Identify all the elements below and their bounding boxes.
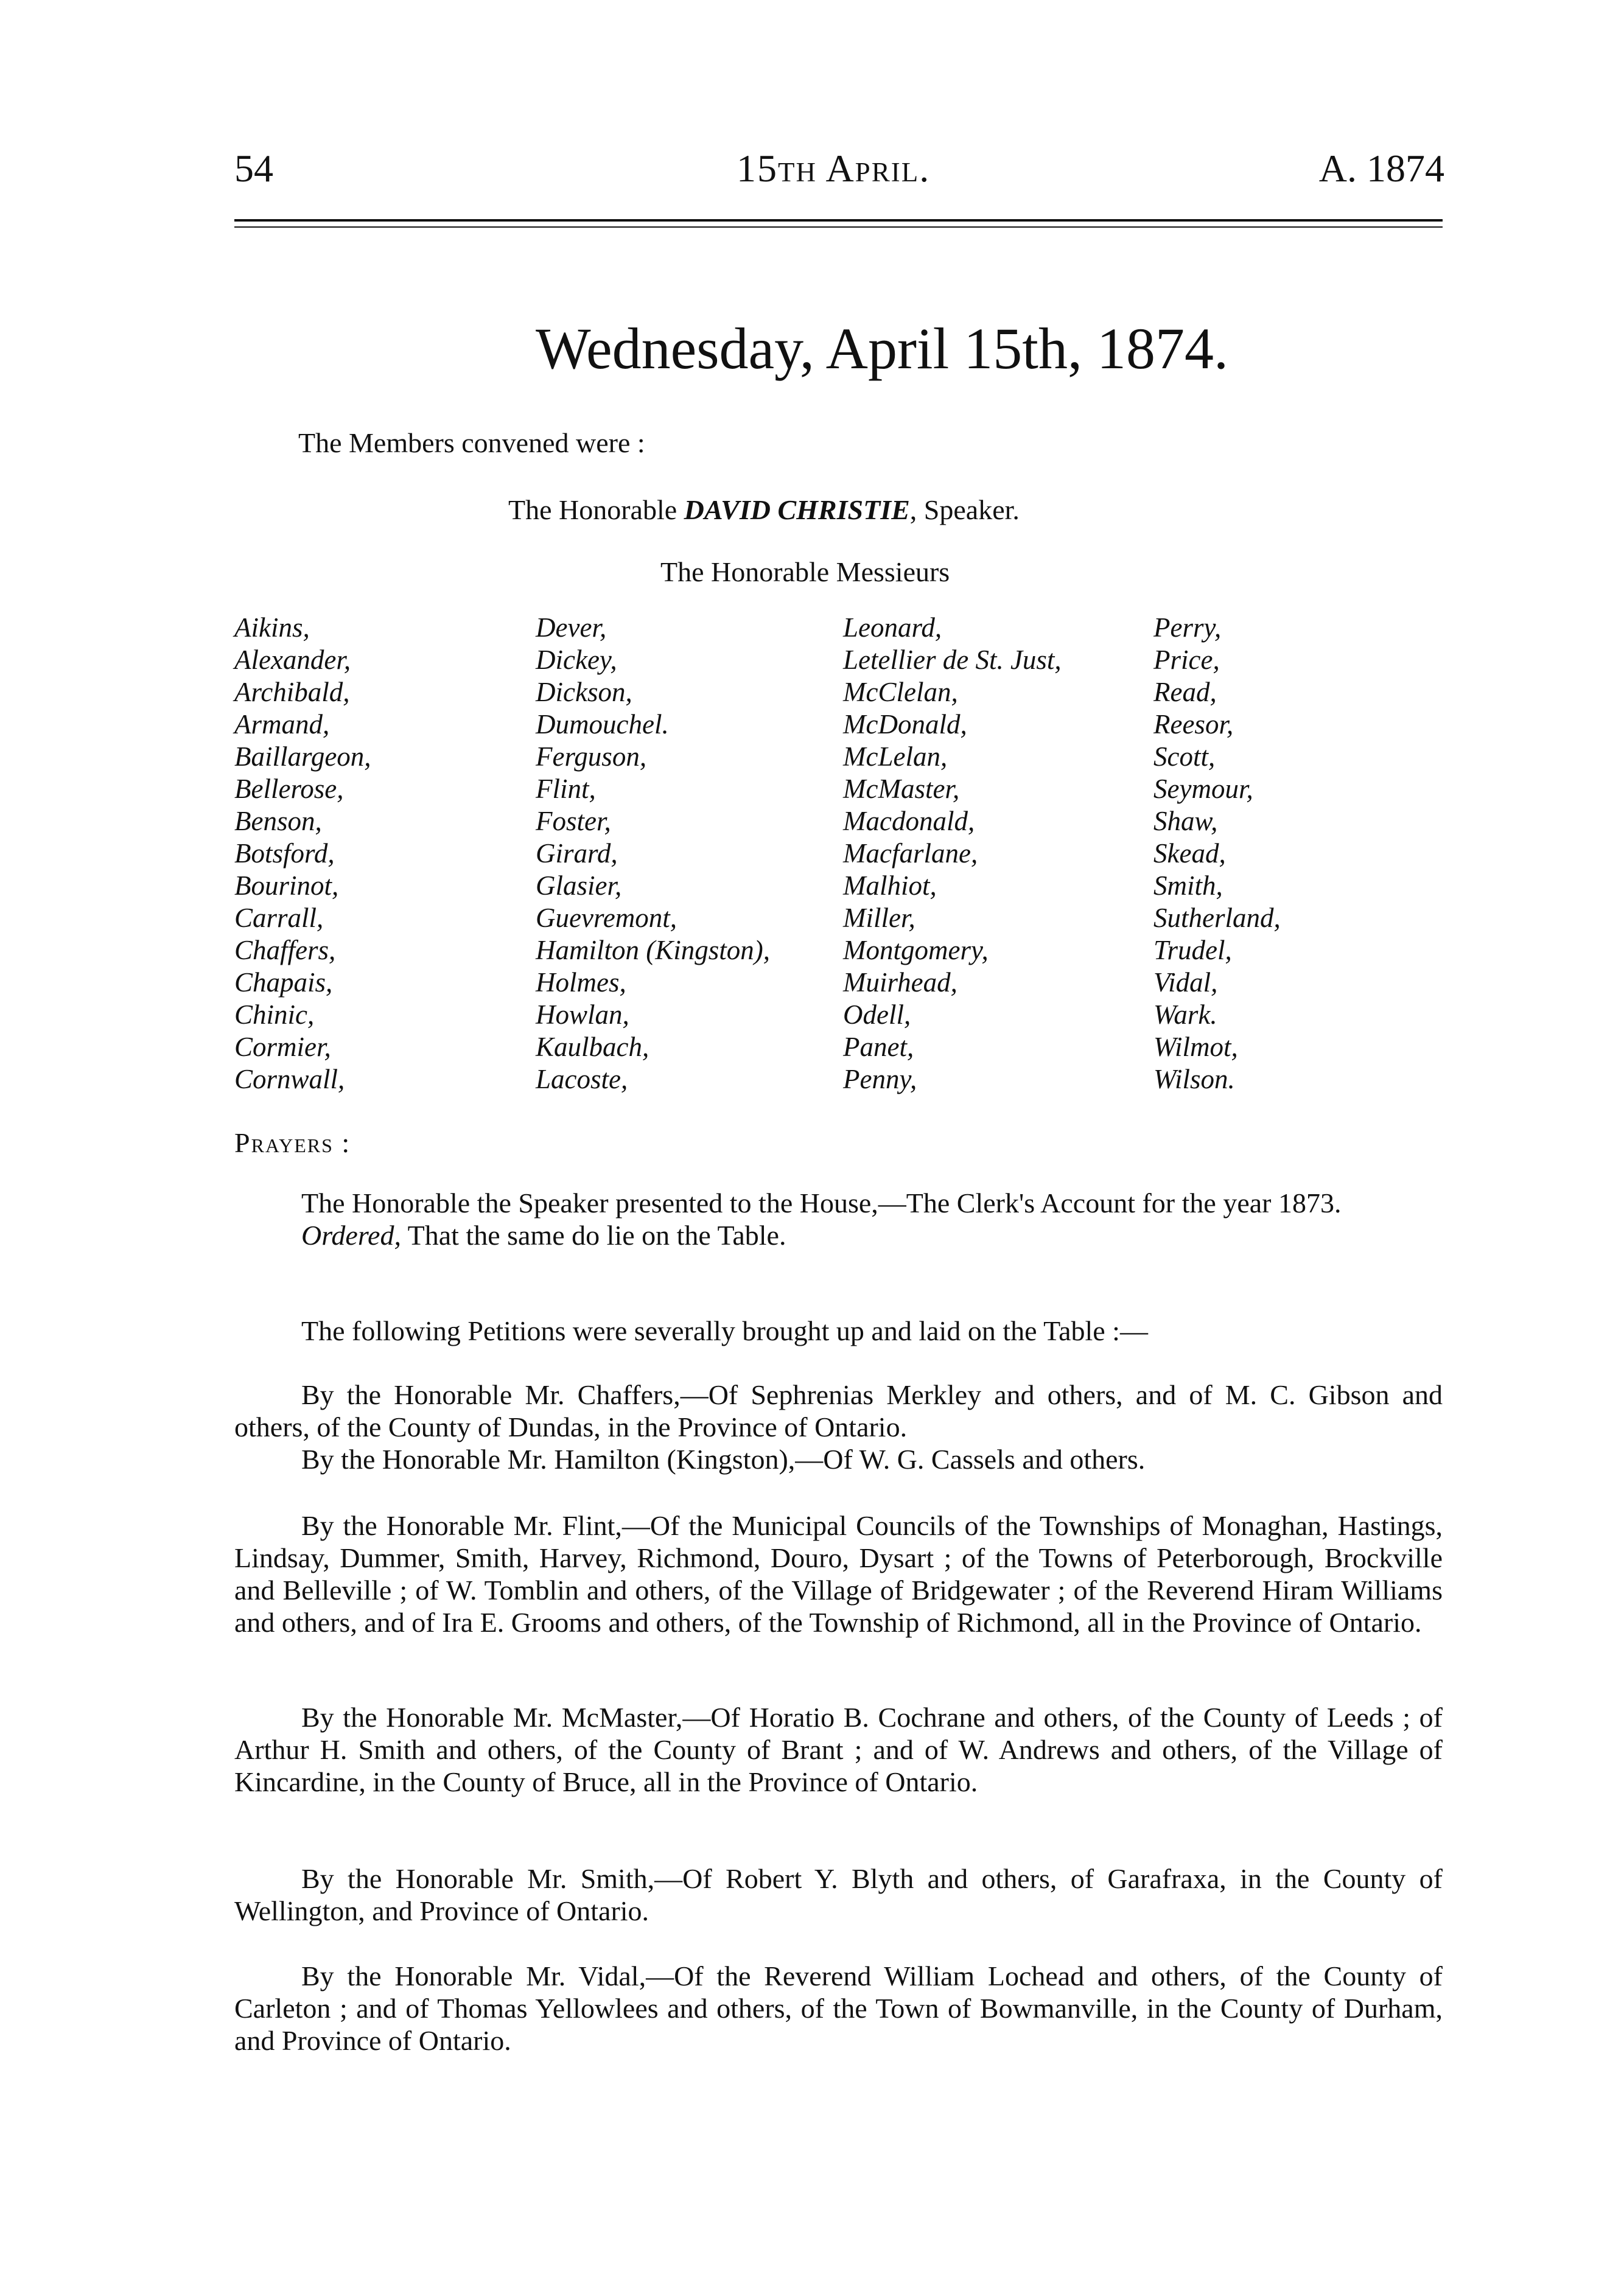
member-name: McMaster, (843, 774, 960, 804)
header-rule-thick (234, 219, 1443, 222)
member-name: Cormier, (234, 1032, 331, 1062)
member-name: Leonard, (843, 612, 942, 643)
member-name: Baillargeon, (234, 741, 371, 772)
speaker-line (508, 493, 1020, 526)
member-name: Foster, (536, 806, 611, 836)
clerk-account-text: The Honorable the Speaker presented to the House,—The Clerk's Account for the year 1873. (301, 1187, 1342, 1219)
member-name: Perry, (1153, 612, 1222, 643)
petition-mcmaster (234, 1701, 1443, 1798)
member-name: Holmes, (536, 967, 626, 998)
member-name: Hamilton (Kingston), (536, 935, 771, 965)
members-column-1 (234, 612, 371, 1096)
page-title: Wednesday, April 15th, 1874. (536, 316, 1228, 381)
member-name: Wilson. (1153, 1064, 1235, 1094)
member-name: Read, (1153, 677, 1217, 707)
petition-hamilton-text: By the Honorable Mr. Hamilton (Kingston),—Of W. G. Cassels and others. (301, 1444, 1146, 1475)
member-name: Botsford, (234, 838, 335, 869)
member-name: Kaulbach, (536, 1032, 649, 1062)
member-name: Alexander, (234, 645, 351, 675)
member-name: McClelan, (843, 677, 958, 707)
member-name: Montgomery, (843, 935, 989, 965)
ordered-line (234, 1219, 1443, 1251)
member-name: Dickson, (536, 677, 632, 707)
member-name: Flint, (536, 774, 596, 804)
petition-flint (234, 1509, 1443, 1638)
member-name: Macdonald, (843, 806, 975, 836)
header-rule-thin (234, 226, 1443, 228)
member-name: Odell, (843, 999, 911, 1030)
speaker-prefix: The Honorable (508, 494, 677, 525)
member-name: Muirhead, (843, 967, 957, 998)
petition-flint-text: By the Honorable Mr. Flint,—Of the Municipal Councils of the Townships of Monaghan, Hastings, Lindsay, Dummer, Smith, Harvey, Richmond, Douro, Dysart ; of the Towns of Peterborough, Brockville and Belleville ; of W. Tomblin and others, of the Village of Bridgewater ; of the Reverend Hiram Williams and others, and of Ira E. Grooms and others, of the Township of Richmond, all in the Province of Ontario. (234, 1510, 1443, 1638)
member-name: Reesor, (1153, 709, 1234, 740)
member-name: Dever, (536, 612, 607, 643)
ordered-text: That the same do lie on the Table. (401, 1220, 786, 1251)
member-name: Smith, (1153, 870, 1223, 901)
member-name: Sutherland, (1153, 903, 1281, 933)
member-name: Miller, (843, 903, 915, 933)
prayers-heading: Prayers : (234, 1127, 351, 1158)
member-name: Letellier de St. Just, (843, 645, 1062, 675)
member-name: Carrall, (234, 903, 324, 933)
member-name: Panet, (843, 1032, 914, 1062)
member-name: Lacoste, (536, 1064, 628, 1094)
petition-chaffers-text: By the Honorable Mr. Chaffers,—Of Sephrenias Merkley and others, and of M. C. Gibson and others, of the County of Dundas, in the Province of Ontario. (234, 1379, 1443, 1442)
member-name: Scott, (1153, 741, 1216, 772)
member-name: Glasier, (536, 870, 622, 901)
messieurs-heading: The Honorable Messieurs (660, 556, 950, 587)
petition-smith-text: By the Honorable Mr. Smith,—Of Robert Y. Blyth and others, of Garafraxa, in the County of Wellington, and Province of Ontario. (234, 1863, 1443, 1926)
member-name: Wilmot, (1153, 1032, 1238, 1062)
member-name: McDonald, (843, 709, 967, 740)
page-number: 54 (234, 147, 273, 190)
member-name: Seymour, (1153, 774, 1253, 804)
member-name: Guevremont, (536, 903, 677, 933)
member-name: Dickey, (536, 645, 617, 675)
member-name: Dumouchel. (536, 709, 669, 740)
member-name: Chaffers, (234, 935, 336, 965)
member-name: Shaw, (1153, 806, 1218, 836)
member-name: Penny, (843, 1064, 917, 1094)
petition-chaffers (234, 1379, 1443, 1475)
speaker-name: DAVID CHRISTIE (684, 494, 910, 525)
ordered-label: Ordered, (301, 1220, 401, 1251)
petition-vidal-text: By the Honorable Mr. Vidal,—Of the Reverend William Lochead and others, of the County of Carleton ; and of Thomas Yellowlees and others, of the Town of Bowmanville, in the County of Durham, and Province of Ontario. (234, 1960, 1443, 2056)
members-column-4 (1153, 612, 1281, 1096)
member-name: Bellerose, (234, 774, 344, 804)
members-column-3 (843, 612, 1062, 1096)
member-name: Benson, (234, 806, 322, 836)
member-name: Wark. (1153, 999, 1217, 1030)
member-name: Ferguson, (536, 741, 647, 772)
member-name: Howlan, (536, 999, 629, 1030)
member-name: Bourinot, (234, 870, 339, 901)
petition-vidal (234, 1960, 1443, 2057)
member-name: Vidal, (1153, 967, 1218, 998)
member-name: Chapais, (234, 967, 333, 998)
petitions-intro (234, 1315, 1443, 1347)
petitions-intro-text: The following Petitions were severally brought up and laid on the Table :— (301, 1315, 1148, 1346)
member-name: Archibald, (234, 677, 350, 707)
clerk-account-paragraph (234, 1187, 1443, 1251)
member-name: Trudel, (1153, 935, 1232, 965)
members-convened: The Members convened were : (298, 427, 645, 458)
member-name: Price, (1153, 645, 1220, 675)
running-header-year: A. 1874 (1318, 147, 1444, 190)
member-name: Armand, (234, 709, 330, 740)
member-name: Skead, (1153, 838, 1226, 869)
member-name: McLelan, (843, 741, 948, 772)
speaker-suffix: , Speaker. (909, 494, 1020, 525)
member-name: Malhiot, (843, 870, 937, 901)
members-column-2 (536, 612, 770, 1096)
member-name: Girard, (536, 838, 618, 869)
petition-smith (234, 1862, 1443, 1927)
member-name: Macfarlane, (843, 838, 978, 869)
petition-mcmaster-text: By the Honorable Mr. McMaster,—Of Horatio B. Cochrane and others, of the County of Leeds ; of Arthur H. Smith and others, of the County of Brant ; and of W. Andrews and others, of the Village of Kincardine, in the County of Bruce, all in the Province of Ontario. (234, 1702, 1443, 1797)
member-name: Chinic, (234, 999, 315, 1030)
running-header-date: 15th April. (737, 147, 931, 190)
member-name: Cornwall, (234, 1064, 345, 1094)
member-name: Aikins, (234, 612, 310, 643)
